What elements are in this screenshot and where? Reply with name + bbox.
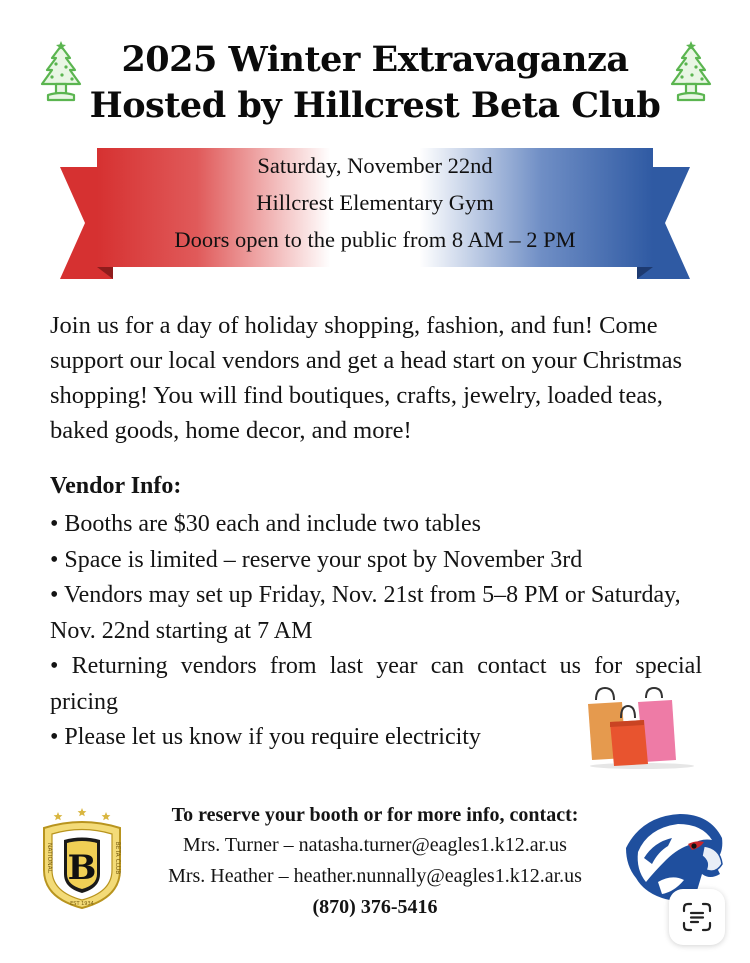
list-item: • Please let us know if you require electricity (50, 724, 481, 750)
title-line-2: Hosted by Hillcrest Beta Club (89, 85, 661, 126)
contact-phone: (870) 376-5416 (312, 896, 438, 918)
text-scan-icon (682, 902, 712, 932)
list-item: • Space is limited – reserve your spot by November 3rd (50, 546, 583, 573)
beta-left-text: NATIONAL (46, 842, 53, 874)
beta-est-text: EST 1934 (70, 901, 94, 907)
shopping-bags-icon (582, 686, 694, 770)
scan-text-button[interactable] (669, 889, 725, 945)
vendor-info-heading: Vendor Info: (50, 473, 182, 499)
beta-letter: B (67, 848, 97, 888)
beta-right-text: BETA CLUB (114, 841, 121, 875)
intro-paragraph: Join us for a day of holiday shopping, fashion, and fun! Come support our local vendors and get a head start on your Christmas shopping! You will find boutiques, crafts, jewelry, loaded teas, baked goods, home decor, and more! (50, 312, 683, 444)
contact-turner: Mrs. Turner – natasha.turner@eagles1.k12.ar.us (183, 834, 567, 856)
title-line-1: 2025 Winter Extravaganza (121, 39, 629, 80)
list-item: • Vendors may set up Friday, Nov. 21st from 5–8 PM or Saturday, Nov. 22nd starting at 7 AM (50, 582, 681, 644)
list-item: • Returning vendors from last year can contact us for special pricing (50, 653, 702, 715)
event-date: Saturday, November 22nd (257, 153, 493, 178)
list-item: • Booths are $30 each and include two tables (50, 511, 481, 537)
event-location: Hillcrest Elementary Gym (256, 190, 494, 215)
contact-heading: To reserve your booth or for more info, contact: (171, 804, 579, 826)
christmas-tree-icon (32, 40, 90, 106)
contact-block (130, 800, 620, 923)
beta-club-logo (36, 808, 128, 912)
contact-heather: Mrs. Heather – heather.nunnally@eagles1.k12.ar.us (168, 865, 582, 887)
event-hours: Doors open to the public from 8 AM – 2 PM (174, 227, 576, 252)
christmas-tree-icon (662, 40, 720, 106)
